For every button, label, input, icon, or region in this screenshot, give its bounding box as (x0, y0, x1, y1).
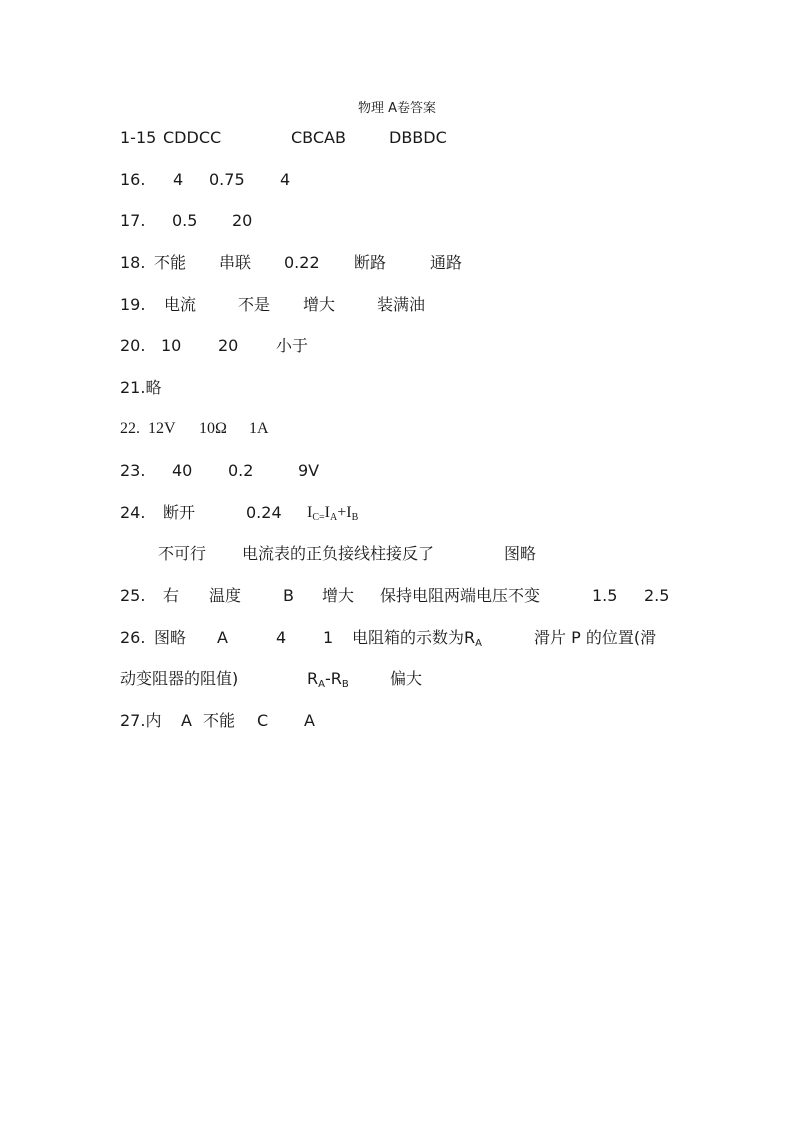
answer-5: 图略 (504, 544, 537, 563)
question-number: 22. (120, 420, 140, 437)
answer-1: 不能 (154, 253, 187, 272)
answer-3: 1A (249, 420, 269, 437)
question-number: 24. (120, 503, 146, 522)
question-number: 19. (120, 295, 146, 314)
answer-2: 20 (218, 336, 239, 355)
answer-1: 0.5 (172, 211, 198, 230)
answer-2: 串联 (219, 253, 252, 272)
answer-1: 右 (163, 586, 180, 605)
answer-3: B (283, 586, 294, 605)
answer-8: 偏大 (390, 669, 423, 688)
answer-2: 不能 (203, 711, 236, 730)
page-title: 物理 A卷答案 (357, 101, 437, 116)
answer-4: 断路 (354, 253, 387, 272)
question-number: 16. (120, 170, 146, 189)
answer-4: 装满油 (377, 295, 426, 314)
answer-6: 滑片 P 的位置(滑 (534, 628, 657, 647)
answer-3: 4 (276, 628, 287, 647)
current-equation: $I_{C=}I_A+I_B$ (307, 504, 359, 523)
answer-6-continued: 动变阻器的阻值) (120, 669, 239, 688)
answer-5: 通路 (430, 253, 463, 272)
answer-3: 不可行 (158, 544, 207, 563)
answer-2: 0.2 (228, 461, 254, 480)
answer-7: 2.5 (644, 586, 670, 605)
answer-3: 0.22 (284, 253, 320, 272)
question-number: 18. (120, 253, 146, 272)
answer-3: 9V (298, 461, 320, 480)
answer-1: 图略 (154, 628, 187, 647)
answer-1: 12V (148, 420, 176, 437)
question-number: 23. (120, 461, 146, 480)
answer-1: 40 (172, 461, 193, 480)
answer-group-1: CDDCC (163, 128, 222, 147)
answer-1: 断开 (163, 503, 196, 522)
answer-2: 20 (232, 211, 253, 230)
answer-5: 电阻箱的示数为$R_A$ (352, 628, 482, 649)
answer-1: 4 (173, 170, 184, 189)
answer-5: 保持电阻两端电压不变 (380, 586, 541, 605)
answer-6: 1.5 (592, 586, 618, 605)
answer-1: 电流 (164, 295, 197, 314)
answer-2: 10Ω (199, 420, 227, 437)
answer-text: 21.略 (120, 378, 162, 397)
question-number: 27.内 (120, 711, 162, 730)
answer-4: 电流表的正负接线柱接反了 (242, 544, 435, 563)
question-number: 17. (120, 211, 146, 230)
answer-2: 0.24 (246, 503, 282, 522)
answer-3: 增大 (303, 295, 336, 314)
answer-2: 温度 (209, 586, 242, 605)
answer-group-3: DBBDC (389, 128, 447, 147)
answer-1: A (181, 711, 192, 730)
question-number: 25. (120, 586, 146, 605)
answer-2: 0.75 (209, 170, 245, 189)
answer-4: 1 (323, 628, 334, 647)
answer-2: 不是 (238, 295, 271, 314)
question-number: 26. (120, 628, 146, 647)
answer-3: 4 (280, 170, 291, 189)
answer-7: $R_A-R_B$ (307, 669, 349, 690)
answer-4: A (304, 711, 315, 730)
answer-3: 小于 (276, 336, 309, 355)
answer-group-2: CBCAB (291, 128, 346, 147)
answer-3: C (257, 711, 269, 730)
question-number: 1-15 (120, 128, 157, 147)
answer-2: A (217, 628, 228, 647)
question-number: 20. (120, 336, 146, 355)
answer-4: 增大 (322, 586, 355, 605)
answer-1: 10 (161, 336, 182, 355)
